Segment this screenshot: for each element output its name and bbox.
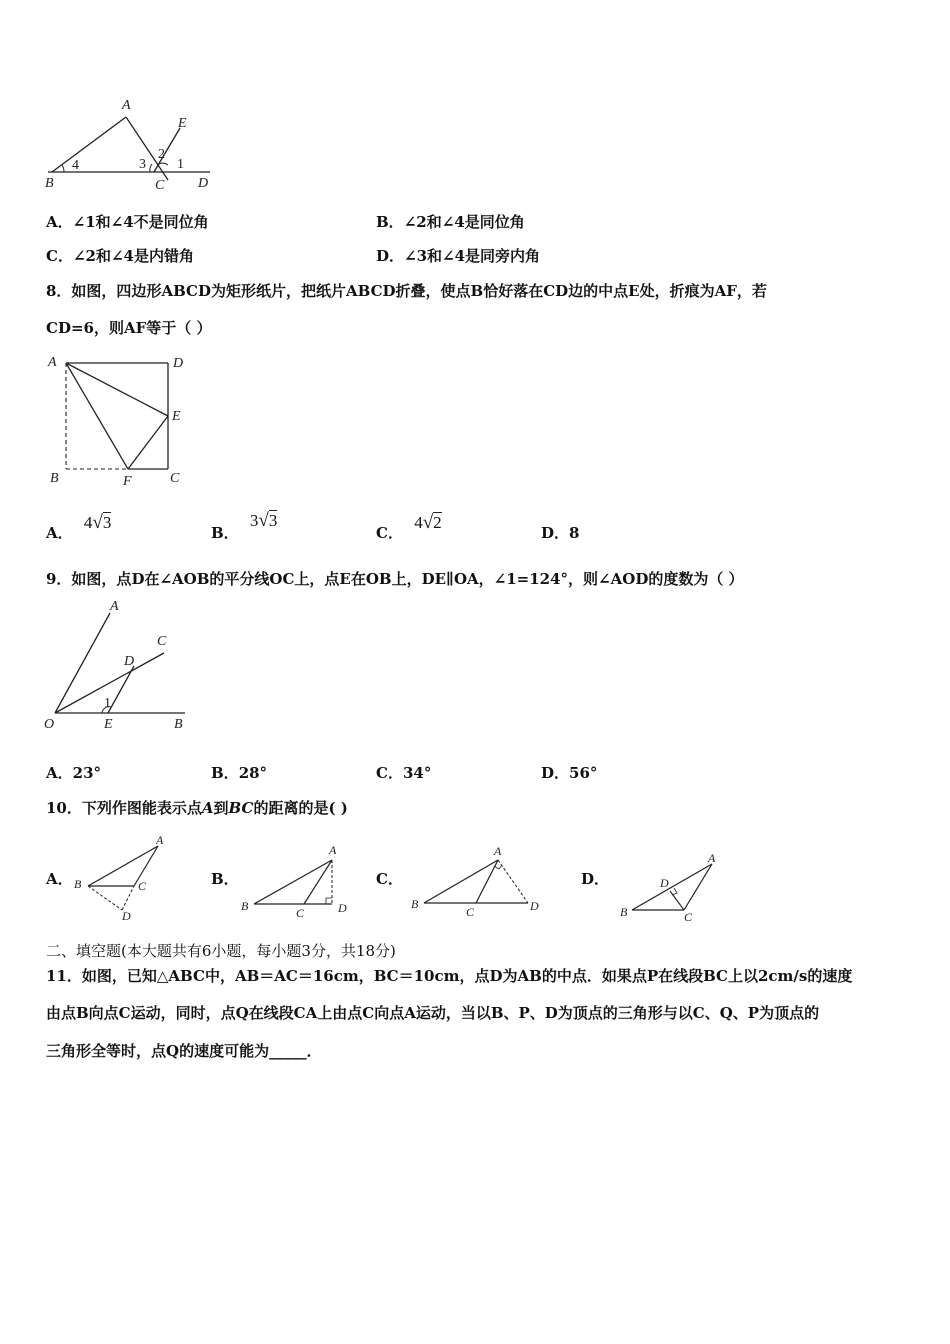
q10-option-a-letter: A． — [46, 870, 73, 888]
q7-label-2: 2 — [158, 147, 165, 162]
section-2-title: 二、填空题(本大题共有6小题，每小题3分，共18分) — [46, 942, 396, 960]
q8-figure — [44, 348, 204, 493]
q10-option-c-letter: C． — [376, 870, 403, 888]
q9-label-B: B — [174, 717, 183, 732]
q10-option-b-figure — [236, 840, 356, 925]
q9-label-D: D — [124, 654, 135, 669]
q10d-label-D: D — [660, 876, 669, 890]
q10a-label-C: C — [138, 879, 147, 893]
q10-option-a-figure — [70, 832, 180, 924]
q8-option-b: B． 3√3 — [211, 510, 278, 542]
q10d-label-B: B — [620, 905, 628, 919]
q7-label-3: 3 — [139, 157, 146, 172]
q10d-label-C: C — [684, 910, 693, 924]
q9-option-c: C．34° — [376, 764, 432, 782]
q9-figure — [40, 595, 200, 735]
q10c-label-D: D — [530, 899, 539, 913]
q7-label-1: 1 — [177, 157, 184, 172]
q7-figure — [40, 95, 220, 195]
q7-label-D: D — [198, 176, 209, 191]
q10-option-d-figure — [614, 850, 734, 925]
q7-label-A: A — [122, 98, 131, 113]
q10b-label-B: B — [241, 899, 249, 913]
q9-option-d: D．56° — [541, 764, 598, 782]
q10a-label-B: B — [74, 877, 82, 891]
q8-stem-line2: CD=6，则AF等于（ ） — [46, 319, 212, 337]
q8-option-d: D．8 — [541, 524, 580, 542]
q7-label-4: 4 — [72, 158, 79, 173]
q7-option-d: D．∠3和∠4是同旁内角 — [376, 247, 541, 265]
q8-label-D: D — [173, 356, 184, 371]
q7-option-c: C．∠2和∠4是内错角 — [46, 247, 194, 265]
q9-option-b: B．28° — [211, 764, 268, 782]
q8-label-C: C — [170, 471, 180, 486]
q8-stem-line1: 8．如图，四边形ABCD为矩形纸片，把纸片ABCD折叠，使点B恰好落在CD边的中点E处，折痕为AF，若 — [46, 282, 767, 300]
q8-label-E: E — [172, 409, 181, 424]
q8-option-c: C． 4√2 — [376, 512, 442, 542]
q7-label-B: B — [45, 176, 54, 191]
q10a-label-D: D — [122, 909, 131, 923]
q10-option-d-letter: D． — [581, 870, 610, 888]
q8-label-F: F — [123, 474, 132, 489]
q8-label-A: A — [48, 355, 57, 370]
q10d-label-A: A — [708, 851, 716, 865]
q10c-label-C: C — [466, 905, 475, 919]
q9-option-a: A．23° — [46, 764, 102, 782]
q10-option-b-letter: B． — [211, 870, 239, 888]
q10a-label-A: A — [156, 833, 164, 847]
q7-label-C: C — [155, 178, 165, 193]
q7-label-E: E — [178, 116, 187, 131]
q9-label-E: E — [104, 717, 113, 732]
q7-option-b: B．∠2和∠4是同位角 — [376, 213, 525, 231]
q11-stem-line3: 三角形全等时，点Q的速度可能为_____． — [46, 1042, 322, 1060]
q10b-label-C: C — [296, 906, 305, 920]
q9-label-A: A — [110, 599, 119, 614]
q10b-label-A: A — [329, 843, 337, 857]
q10-stem: 10．下列作图能表示点A到BC的距离的是( ) — [46, 799, 348, 817]
q9-label-O: O — [44, 717, 55, 732]
q10-option-c-figure — [408, 840, 548, 925]
q10b-label-D: D — [338, 901, 347, 915]
q10c-label-A: A — [494, 844, 502, 858]
q11-stem-line1: 11．如图，已知△ABC中，AB＝AC＝16cm，BC＝10cm，点D为AB的中点．如果点P在线段BC上以2cm/s的速度 — [46, 967, 853, 985]
q8-option-a: A． 4√3 — [46, 512, 112, 542]
q9-label-C: C — [157, 634, 167, 649]
q7-option-a: A．∠1和∠4不是同位角 — [46, 213, 209, 231]
q9-label-1: 1 — [104, 696, 111, 711]
q11-stem-line2: 由点B向点C运动，同时，点Q在线段CA上由点C向点A运动，当以B、P、D为顶点的三角形与以C、Q、P为顶点的 — [46, 1004, 820, 1022]
q10c-label-B: B — [411, 897, 419, 911]
q8-label-B: B — [50, 471, 59, 486]
q9-stem: 9．如图，点D在∠AOB的平分线OC上，点E在OB上，DE∥OA，∠1=124°，则∠AOD的度数为（ ） — [46, 570, 744, 588]
